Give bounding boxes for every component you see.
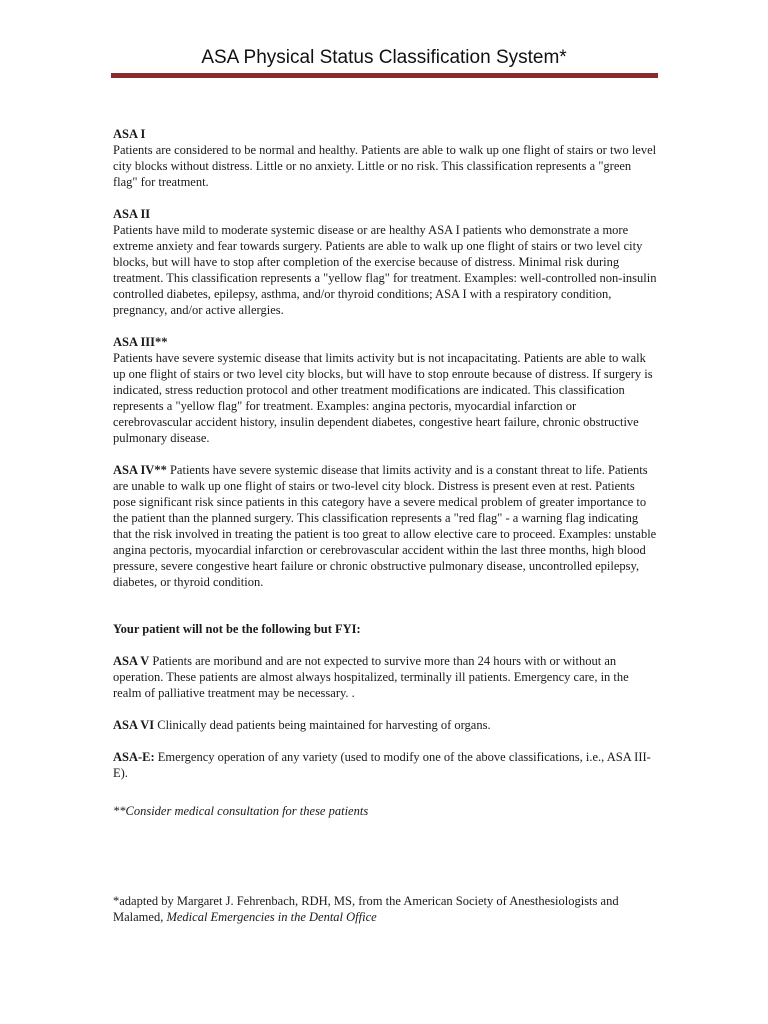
section-heading: ASA I (113, 127, 146, 141)
section-heading: ASA II (113, 207, 151, 221)
section-asa-3 (113, 334, 658, 446)
document-body (113, 126, 658, 819)
section-asa-2 (113, 206, 658, 318)
footnote-text: *adapted by Margaret J. Fehrenbach, RDH, MS, from the American Society of Anesthesiologists and Malamed, (113, 894, 619, 924)
section-text: Patients have severe systemic disease that limits activity but is not incapacitating. Patients are able to walk up one flight of stairs or two level city blocks, but will have to stop enroute because of distress. If surgery is indicated, stress reduction protocol and other treatment modifications are indicated. This classification represents a "yellow flag" for treatment. Examples: angina pectoris, myocardial infarction or cerebrovascular accident history, insulin dependent diabetes, congestive heart failure, chronic obstructive pulmonary disease. (113, 351, 653, 445)
section-text: Patients have mild to moderate systemic disease or are healthy ASA I patients who demonstrate a more extreme anxiety and fear towards surgery. Patients are able to walk up one flight of stairs or two level city blocks, but will have to stop after completion of the exercise because of distress. Minimal risk during treatment. This classification represents a "yellow flag" for treatment. Examples: well-controlled non-insulin controlled diabetes, epilepsy, asthma, and/or thyroid conditions; ASA I with a respiratory condition, pregnancy, and/or active allergies. (113, 223, 657, 317)
fyi-heading: Your patient will not be the following but FYI: (113, 622, 361, 636)
section-heading: ASA V (113, 654, 150, 668)
section-text: Emergency operation of any variety (used to modify one of the above classifications, i.e., ASA III-E). (113, 750, 651, 780)
section-asa-5 (113, 653, 658, 701)
section-text: Clinically dead patients being maintained for harvesting of organs. (154, 718, 491, 732)
page-title: ASA Physical Status Classification System* (201, 47, 567, 68)
footnote (113, 893, 658, 925)
section-heading: ASA III** (113, 335, 168, 349)
section-heading: ASA VI (113, 718, 155, 732)
title-divider (111, 73, 658, 78)
consultation-note: **Consider medical consultation for these patients (113, 804, 369, 818)
section-text: Patients are moribund and are not expected to survive more than 24 hours with or without an operation. These patients are almost always hospitalized, terminally ill patients. Emergency care, in the realm of palliative treatment may be necessary. . (113, 654, 629, 700)
footnote-book-title: Medical Emergencies in the Dental Office (166, 910, 377, 924)
section-asa-e (113, 749, 658, 781)
section-asa-6 (113, 717, 658, 733)
section-text: Patients are considered to be normal and healthy. Patients are able to walk up one flight of stairs or two level city blocks without distress. Little or no anxiety. Little or no risk. This classification represents a "green flag" for treatment. (113, 143, 657, 189)
section-asa-4 (113, 462, 658, 590)
section-text: Patients have severe systemic disease that limits activity and is a constant threat to life. Patients are unable to walk up one flight of stairs or two-level city block. Distress is present even at rest. Patients pose significant risk since patients in this category have a severe medical problem of greater importance to the patient than the planned surgery. This classification represents a "red flag" - a warning flag indicating that the risk involved in treating the patient is too great to allow elective care to proceed. Examples: unstable angina pectoris, myocardial infarction or cerebrovascular accident within the last three months, high blood pressure, severe congestive heart failure or chronic obstructive pulmonary disease, uncontrolled epilepsy, diabetes, or thyroid condition. (113, 463, 657, 589)
section-asa-1 (113, 126, 658, 190)
section-heading: ASA IV** (113, 463, 167, 477)
section-heading: ASA-E: (113, 750, 155, 764)
